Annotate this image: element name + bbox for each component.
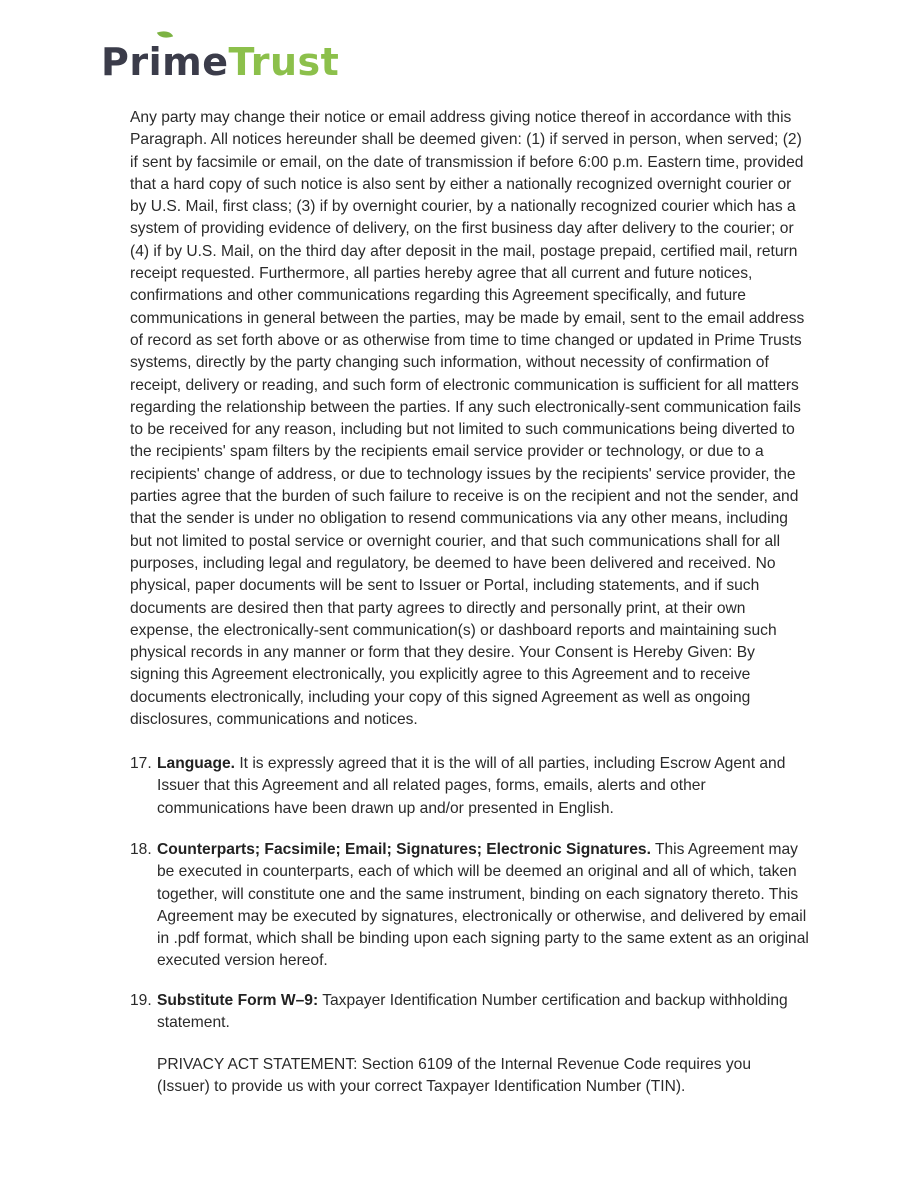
text-line: recipients' change of address, or due to technology issues by the recipients' service provider, the <box>130 465 796 483</box>
section-19-w9 <box>130 990 850 1035</box>
item-heading: Substitute Form W–9: <box>157 992 319 1009</box>
logo-trust: Trust <box>228 40 340 84</box>
text-line: purposes, including legal and regulatory, be deemed to have been delivered and received. No <box>130 554 776 572</box>
text-line: Any party may change their notice or email address giving notice thereof in accordance with this <box>130 109 792 126</box>
text-line: physical records in any manner or form that they desire. Your Consent is Hereby Given: By <box>130 644 755 662</box>
text-line: PRIVACY ACT STATEMENT: Section 6109 of the Internal Revenue Code requires you <box>157 1056 752 1073</box>
text-line: expense, the electronically-sent communication(s) or dashboard reports and maintaining such <box>130 621 777 639</box>
text-line: receipt, delivery or reading, and such form of electronic communication is sufficient for all matters <box>130 376 799 394</box>
item-text: in .pdf format, which shall be binding upon each signing party to the same extent as an original <box>157 930 809 948</box>
text-line: physical, paper documents will be sent to Issuer or Portal, including statements, and if such <box>130 577 760 595</box>
text-line: parties agree that the burden of such failure to receive is on the recipient and not the sender, and <box>130 488 799 506</box>
item-number: 19. <box>130 992 152 1009</box>
text-line: confirmations and other communications regarding this Agreement specifically, and future <box>130 287 746 305</box>
item-body <box>157 990 850 1035</box>
item-text: Issuer that this Agreement and all related pages, forms, emails, alerts and other <box>157 777 706 795</box>
text-line <box>157 928 850 950</box>
prime-trust-logo <box>101 40 339 84</box>
item-heading: Counterparts; Facsimile; Email; Signatures; Electronic Signatures. <box>157 841 651 858</box>
item-text: be executed in counterparts, each of which will be deemed an original and all of which, taken <box>157 863 797 881</box>
text-line: documents electronically, including your copy of this signed Agreement as well as ongoing <box>130 688 751 706</box>
item-text: It is expressly agreed that it is the will of all parties, including Escrow Agent and <box>234 755 786 772</box>
item-number: 18. <box>130 841 152 858</box>
text-line: (4) if by U.S. Mail, on the third day after deposit in the mail, postage prepaid, certified mail, return <box>130 242 798 260</box>
section-17-language <box>130 753 850 820</box>
item-body <box>157 839 850 973</box>
text-line <box>157 906 850 928</box>
section-18-counterparts <box>130 839 850 973</box>
text-line: if sent by facsimile or email, on the date of transmission if before 6:00 p.m. Eastern time, provided <box>130 153 804 171</box>
text-line: regarding the relationship between the parties. If any such electronically-sent communication fails <box>130 398 801 416</box>
item-text: communications have been drawn up and/or presented in English. <box>157 799 614 817</box>
text-line <box>157 861 850 883</box>
text-line <box>157 839 850 861</box>
text-line <box>157 753 850 775</box>
text-line: to be received for any reason, including but not limited to such communications being diverted to <box>130 421 795 439</box>
text-line: communications in general between the parties, may be made by email, sent to the email address <box>130 309 805 327</box>
text-line: documents are desired then that party agrees to directly and personally print, at their own <box>130 599 746 617</box>
text-line: but not limited to postal service or overnight courier, and that such communications shall for all <box>130 532 781 550</box>
text-line: system of providing evidence of delivery, on the first business day after delivery to the courier; or <box>130 220 794 238</box>
item-heading: Language. <box>157 755 235 772</box>
item-text: statement. <box>157 1014 230 1032</box>
text-line: that a hard copy of such notice is also sent by either a nationally recognized overnight courier or <box>130 175 792 193</box>
privacy-act-statement <box>157 1054 751 1099</box>
text-line <box>157 1012 850 1034</box>
text-line: of record as set forth above or as otherwise from time to time changed or updated in Prime Trusts <box>130 331 802 349</box>
text-line <box>157 798 850 820</box>
item-text: Agreement may be executed by signatures, electronically or otherwise, and delivered by email <box>157 907 807 925</box>
text-line <box>157 775 850 797</box>
text-line: the recipients' spam filters by the recipients email service provider or technology, or due to a <box>130 443 764 461</box>
text-line: disclosures, communications and notices. <box>130 711 418 729</box>
text-line <box>157 990 850 1012</box>
item-text: This Agreement may <box>650 841 798 858</box>
item-text: executed version hereof. <box>157 952 328 970</box>
item-body <box>157 753 850 820</box>
text-line: systems, directly by the party changing such information, without necessity of confirmation of <box>130 354 769 372</box>
item-text: Taxpayer Identification Number certification and backup withholding <box>318 992 788 1009</box>
text-line <box>157 884 850 906</box>
item-number: 17. <box>130 755 152 772</box>
text-line: Paragraph. All notices hereunder shall be deemed given: (1) if served in person, when served; (2) <box>130 131 802 149</box>
text-line <box>157 950 850 972</box>
text-line: signing this Agreement electronically, you explicitly agree to this Agreement and to receive <box>130 666 751 684</box>
text-line: (Issuer) to provide us with your correct Taxpayer Identification Number (TIN). <box>157 1078 686 1096</box>
text-line: by U.S. Mail, first class; (3) if by overnight courier, by a nationally recognized courier which has a <box>130 198 796 216</box>
notice-paragraph <box>130 107 804 731</box>
logo-prime: Prime <box>101 40 229 84</box>
text-line: that the sender is under no obligation to resend communications via any other means, including <box>130 510 788 528</box>
text-line: receipt requested. Furthermore, all parties hereby agree that all current and future notices, <box>130 265 753 283</box>
item-text: together, will constitute one and the same instrument, binding on each signatory thereto. This <box>157 885 799 903</box>
